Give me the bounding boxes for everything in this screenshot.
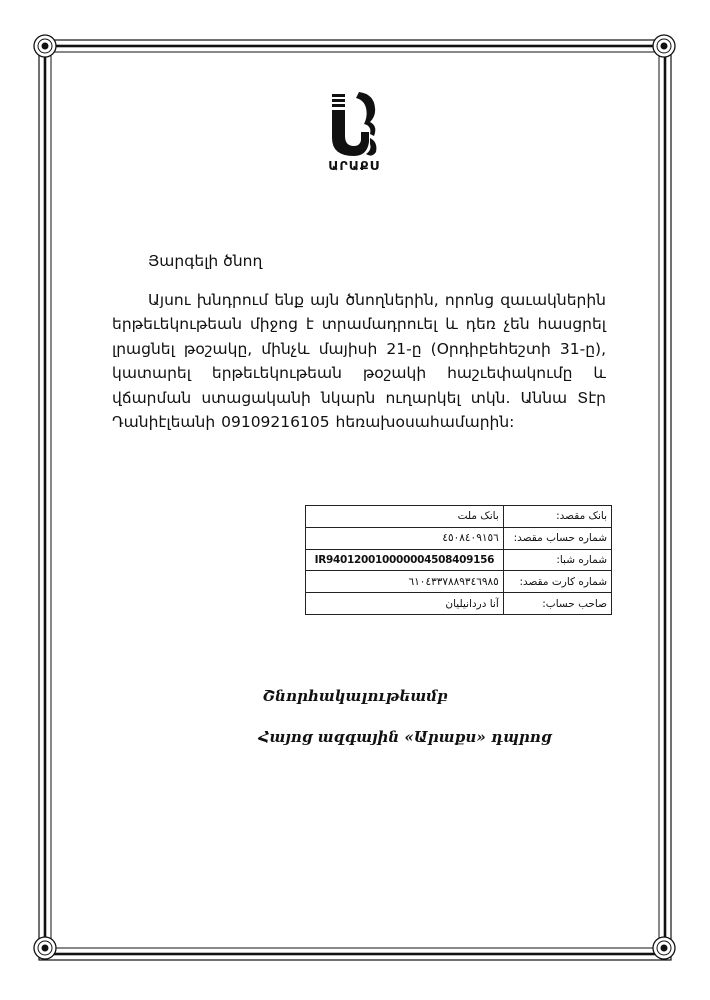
bank-details-table: [305, 505, 612, 615]
account-holder-label: صاحب حساب:: [503, 593, 611, 615]
iban-value: IR940120010000004508409156: [306, 549, 504, 571]
salutation: Յարգելի ծնող: [148, 252, 263, 270]
card-number-value: ٦١٠٤٣٣٧٨٨٩٣٤٦٩٨٥: [306, 571, 504, 593]
table-row: [306, 549, 612, 571]
bank-name-value: بانک ملت: [306, 506, 504, 528]
card-number-label: شماره کارت مقصد:: [503, 571, 611, 593]
account-number-value: ٤٥٠٨٤٠٩١٥٦: [306, 527, 504, 549]
signature: Հայոց ազգային «Արաքս» դպրոց: [258, 728, 552, 746]
iban-label: شماره شبا:: [503, 549, 611, 571]
account-holder-value: آنا دردانیلیان: [306, 593, 504, 615]
table-row: [306, 527, 612, 549]
table-row: [306, 506, 612, 528]
corner-ornament-icon: [34, 35, 56, 57]
table-row: [306, 571, 612, 593]
logo-text: ԱՐԱՔՍ: [328, 158, 380, 173]
table-row: [306, 593, 612, 615]
account-number-label: شماره حساب مقصد:: [503, 527, 611, 549]
corner-ornament-icon: [653, 937, 675, 959]
letter-body: Այսու խնդրում ենք այն ծնողներին, որոնց զաւակներին երթեւեկութեան միջոց է տրամադրուել և դեռ չեն հասցրել լրացնել թօշակը, մինչև մայիսի 21-ը (Օրդիբեհեշտի 31-ը), կատարել երթեւեկութեան թօշակի հաշւեփակումը և վճարման ստացականի նկարն ուղարկել տկն. Աննա Տէր Դանիէլեանի 09109216105 հեռախօսահամարին:: [112, 291, 606, 432]
closing-thanks: Շնորհակալութեամբ: [262, 687, 448, 705]
corner-ornament-icon: [653, 35, 675, 57]
bank-name-label: بانک مقصد:: [503, 506, 611, 528]
corner-ornament-icon: [34, 937, 56, 959]
